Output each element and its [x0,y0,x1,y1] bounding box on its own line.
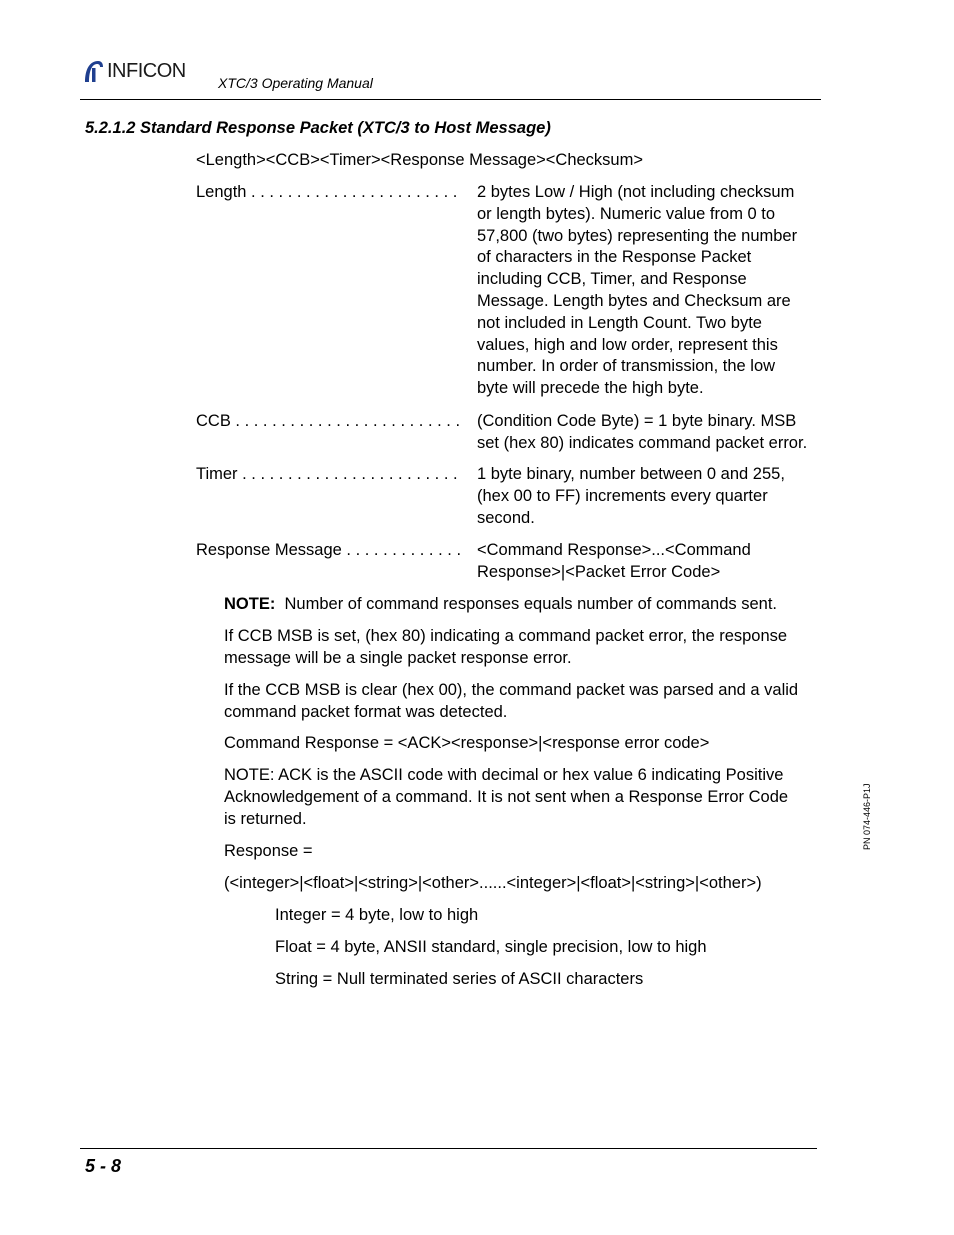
definition-line: Message. Length bytes and Checksum are [477,291,791,310]
footer-rule [80,1148,817,1149]
note-ack [224,765,788,830]
definition-line: or length bytes). Numeric value from 0 to [477,204,776,223]
paragraph-line: If the CCB MSB is clear (hex 00), the command packet was parsed and a valid [224,681,799,699]
note-label: NOTE: [224,595,276,613]
term-timer: Timer . . . . . . . . . . . . . . . . . . . . . . . . [196,465,458,483]
definition-line: including CCB, Timer, and Response [477,270,747,289]
definition-line: <Command Response>...<Command [477,541,751,559]
definition-timer [477,464,822,529]
part-number-label: PN 074-446-P1J [862,783,872,850]
paragraph-line: is returned. [224,809,307,828]
definition-line: (Condition Code Byte) = 1 byte binary. MSB [477,412,797,430]
definition-line: values, high and low order, represent this [477,335,778,354]
command-response-format: Command Response = <ACK><response>|<response error code> [224,734,710,752]
note-command-responses [224,594,777,616]
paragraph-ccb-set [224,626,787,670]
type-string: String = Null terminated series of ASCII characters [275,970,644,988]
definition-response-message [477,540,822,584]
definition-line: number. In order of transmission, the low [477,357,776,376]
paragraph-line: Acknowledgement of a command. It is not sent when a Response Error Code [224,787,789,806]
type-integer: Integer = 4 byte, low to high [275,906,479,924]
paragraph-line: If CCB MSB is set, (hex 80) indicating a command packet error, the response [224,627,788,645]
response-format: (<integer>|<float>|<string>|<other>......<integer>|<float>|<string>|<other>) [224,874,762,892]
page-number: 5 - 8 [85,1156,122,1176]
definition-line: set (hex 80) indicates command packet error. [477,433,808,452]
manual-title: XTC/3 Operating Manual [218,75,373,91]
header-rule [80,99,821,100]
logo-text: INFICON [107,59,186,82]
paragraph-line: message will be a single packet response error. [224,648,572,667]
term-length: Length . . . . . . . . . . . . . . . . . . . . . . . [196,183,458,201]
term-response-message: Response Message . . . . . . . . . . . . . [196,541,462,559]
type-float: Float = 4 byte, ANSII standard, single precision, low to high [275,938,707,956]
packet-format-line: <Length><CCB><Timer><Response Message><Checksum> [196,151,643,169]
inficon-logo-icon [82,59,104,83]
definition-line: second. [477,508,535,527]
definition-line: 1 byte binary, number between 0 and 255, [477,465,785,483]
paragraph-line: command packet format was detected. [224,702,508,721]
definition-line: of characters in the Response Packet [477,248,752,267]
term-ccb: CCB . . . . . . . . . . . . . . . . . . . . . . . . . [196,412,461,430]
definition-line: not included in Length Count. Two byte [477,313,762,332]
paragraph-ccb-clear [224,680,798,724]
response-label: Response = [224,842,313,860]
definition-line: byte will precede the high byte. [477,379,704,398]
definition-line: Response>|<Packet Error Code> [477,562,721,581]
definition-ccb [477,411,822,455]
definition-line: 57,800 (two bytes) representing the number [477,226,798,245]
definition-length [477,182,822,400]
section-title: 5.2.1.2 Standard Response Packet (XTC/3 to Host Message) [85,119,551,137]
definition-line: (hex 00 to FF) increments every quarter [477,486,768,505]
inficon-logo [82,58,186,84]
note-text: Number of command responses equals number of commands sent. [275,595,777,613]
definition-line: 2 bytes Low / High (not including checksum [477,183,795,201]
paragraph-line: NOTE: ACK is the ASCII code with decimal or hex value 6 indicating Positive [224,766,784,784]
